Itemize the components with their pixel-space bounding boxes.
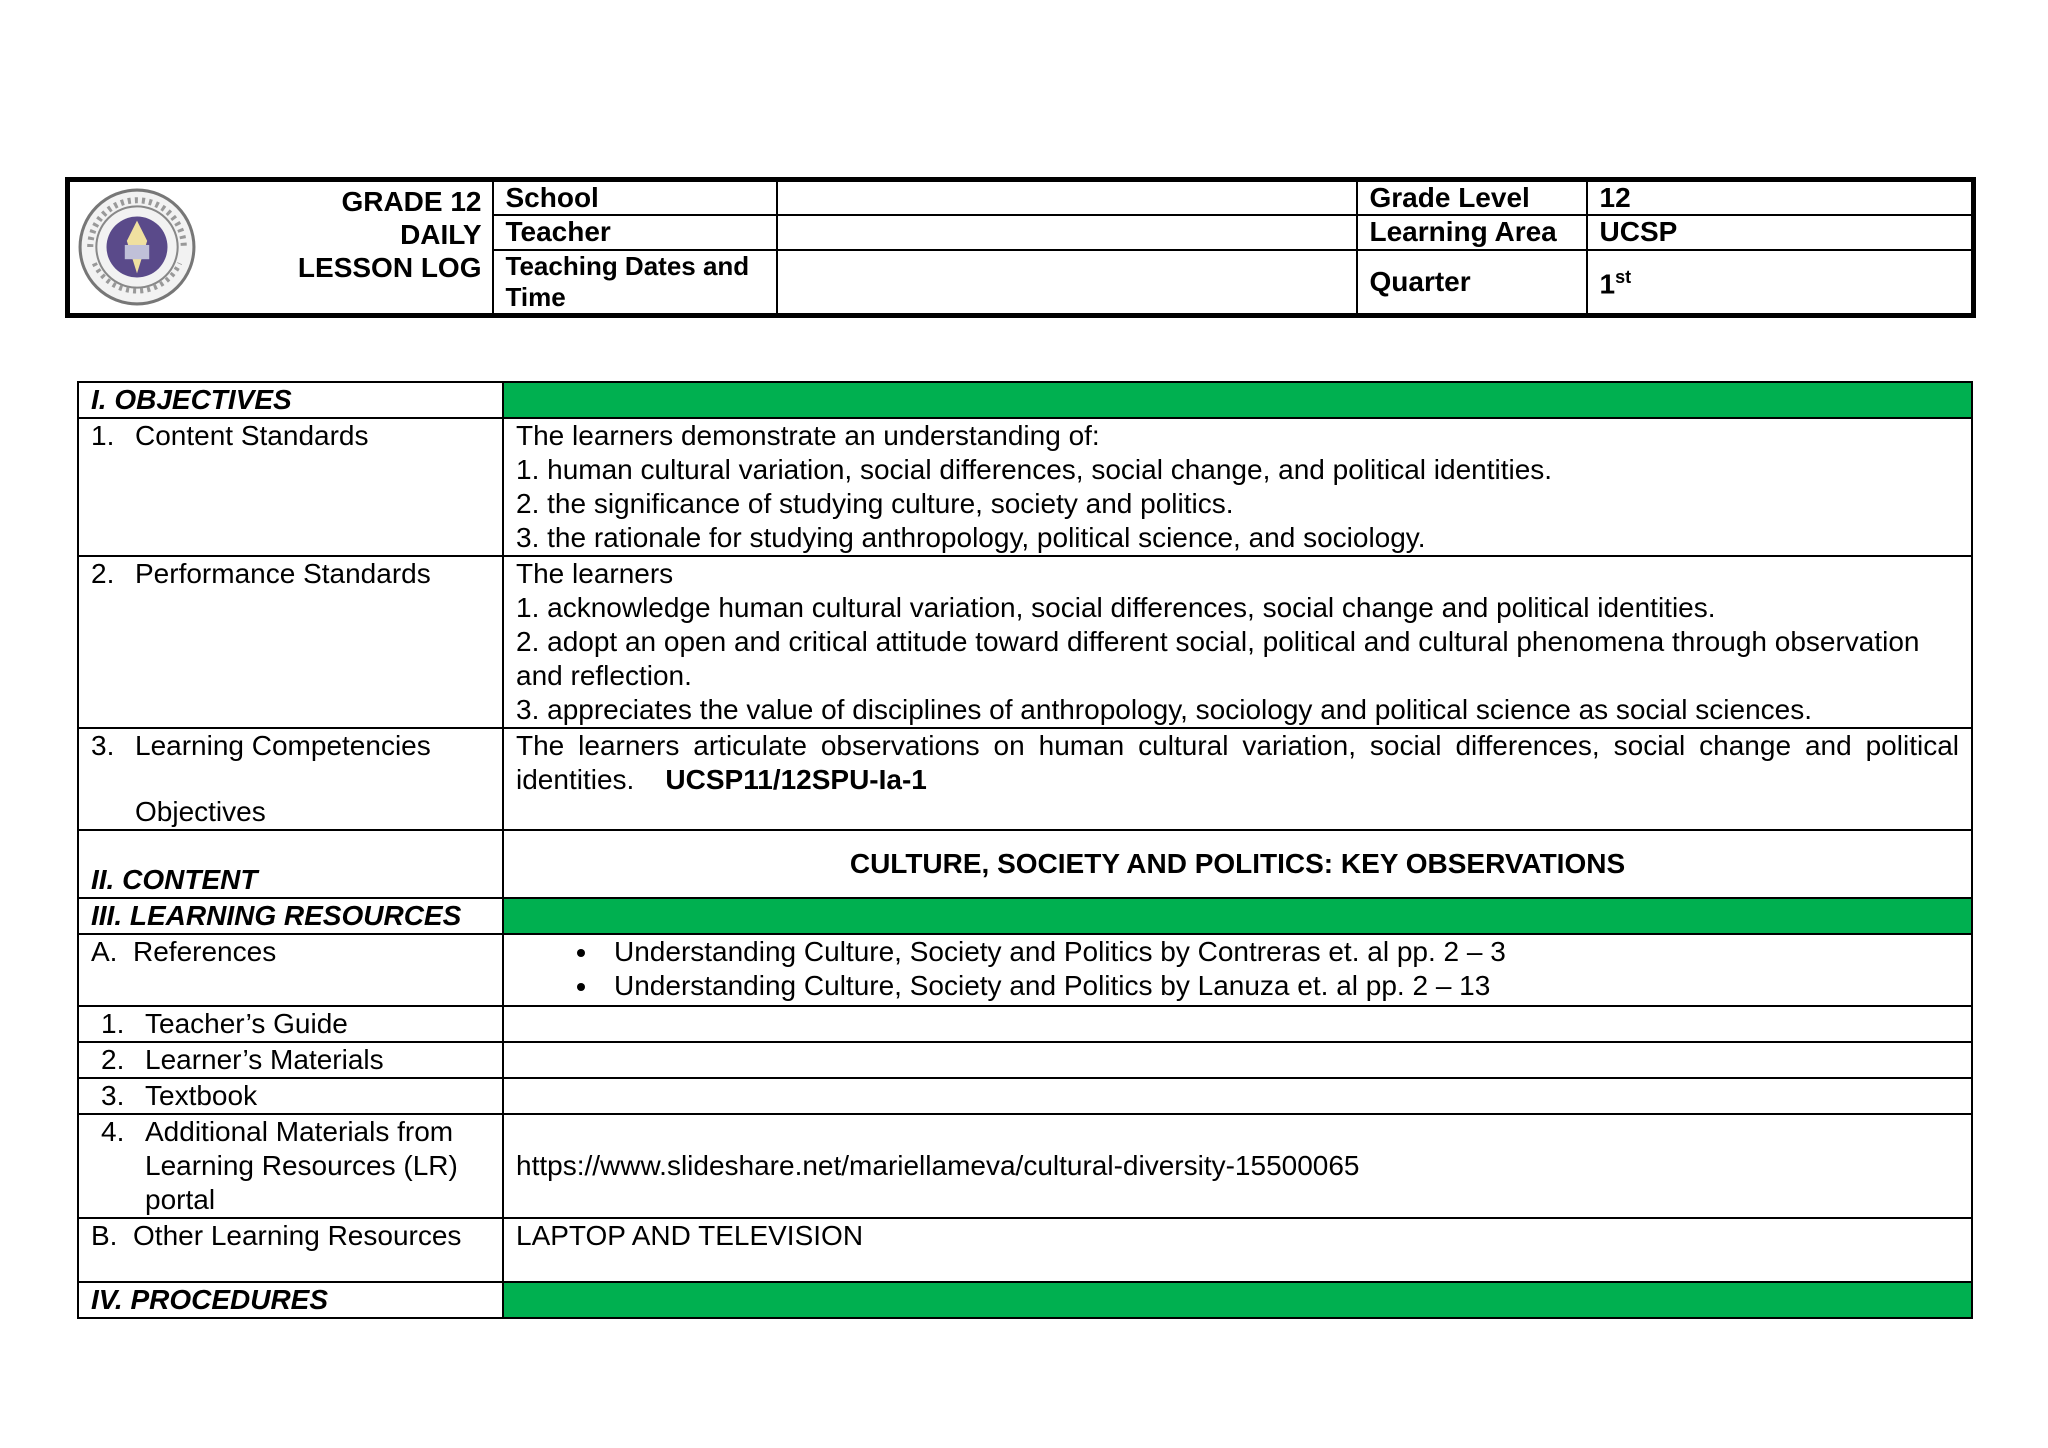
references-list — [516, 935, 1959, 1003]
procedures-heading: IV. PROCEDURES — [78, 1282, 503, 1318]
textbook-num: 3. — [101, 1080, 125, 1111]
content-value: CULTURE, SOCIETY AND POLITICS: KEY OBSERVATIONS — [503, 830, 1972, 898]
grade-level-value: 12 — [1587, 180, 1974, 216]
school-label: School — [493, 180, 777, 216]
content-standards-label: Content Standards — [135, 420, 369, 451]
lesson-log-main-table — [77, 381, 1973, 1319]
teaching-dates-label-line2: Time — [505, 281, 566, 312]
additional-materials-label-line2: Learning Resources (LR) — [145, 1150, 458, 1181]
teachers-guide-num: 1. — [101, 1008, 125, 1039]
objectives-heading-bar — [503, 382, 1972, 418]
learning-resources-heading-bar — [503, 898, 1972, 934]
teachers-guide-label-cell — [78, 1006, 503, 1042]
objectives-heading: I. OBJECTIVES — [78, 382, 503, 418]
content-standards-line: The learners demonstrate an understanding of: — [516, 420, 1100, 451]
teachers-guide-value — [503, 1006, 1972, 1042]
additional-materials-label-cell — [78, 1114, 503, 1218]
title-grade: GRADE 12 — [341, 186, 482, 217]
performance-standards-label: Performance Standards — [135, 558, 431, 589]
grade-level-label: Grade Level — [1357, 180, 1587, 216]
learners-materials-num: 2. — [101, 1044, 125, 1075]
quarter-label: Quarter — [1357, 250, 1587, 316]
quarter-number: 1 — [1599, 267, 1616, 299]
procedures-heading-bar — [503, 1282, 1972, 1318]
performance-standards-value — [503, 556, 1972, 728]
learners-materials-label-cell — [78, 1042, 503, 1078]
learning-competencies-value — [503, 728, 1972, 830]
learning-area-label: Learning Area — [1357, 215, 1587, 249]
performance-standards-line: 2. adopt an open and critical attitude toward different social, political and cultural phenomena through observation and reflection. — [516, 626, 1920, 691]
other-resources-label: B. Other Learning Resources — [78, 1218, 503, 1282]
teacher-label: Teacher — [493, 215, 777, 249]
content-standards-label-cell — [78, 418, 503, 556]
teachers-guide-label: Teacher’s Guide — [145, 1008, 348, 1039]
lesson-log-header-table — [65, 177, 1976, 318]
objectives-label: Objectives — [135, 796, 266, 827]
other-resources-value: LAPTOP AND TELEVISION — [503, 1218, 1972, 1282]
content-standards-num: 1. — [91, 420, 115, 451]
content-standards-line: 2. the significance of studying culture, society and politics. — [516, 488, 1234, 519]
learning-competencies-code: UCSP11/12SPU-Ia-1 — [665, 764, 927, 795]
performance-standards-line: 1. acknowledge human cultural variation, social differences, social change and political identities. — [516, 592, 1716, 623]
textbook-label: Textbook — [145, 1080, 258, 1111]
learning-competencies-text: The learners articulate observations on human cultural variation, social differences, social change and political identities. — [516, 730, 1959, 795]
content-heading: II. CONTENT — [78, 830, 503, 898]
content-standards-line: 3. the rationale for studying anthropology, political science, and sociology. — [516, 522, 1426, 553]
quarter-value — [1587, 250, 1974, 316]
learning-competencies-num: 3. — [91, 730, 115, 761]
performance-standards-line: 3. appreciates the value of disciplines of anthropology, sociology and political science as social sciences. — [516, 694, 1812, 725]
title-lesson-log: LESSON LOG — [297, 252, 482, 283]
teaching-dates-label-line1: Teaching Dates and — [505, 250, 750, 281]
quarter-ordinal: st — [1615, 266, 1632, 287]
school-value — [777, 180, 1357, 216]
teaching-dates-label — [493, 250, 777, 316]
teaching-dates-value — [777, 250, 1357, 316]
learning-area-value: UCSP — [1587, 215, 1974, 249]
reference-item: • Understanding Culture, Society and Politics by Lanuza et. al pp. 2 – 13 — [600, 969, 1959, 1003]
title-daily: DAILY — [400, 219, 482, 250]
deped-seal-logo — [76, 186, 198, 308]
teacher-value — [777, 215, 1357, 249]
content-standards-line: 1. human cultural variation, social differences, social change, and political identities. — [516, 454, 1553, 485]
textbook-value — [503, 1078, 1972, 1114]
header-title-cell — [68, 180, 493, 316]
performance-standards-label-cell — [78, 556, 503, 728]
additional-materials-label-line1: Additional Materials from — [145, 1116, 454, 1147]
additional-materials-label-line3: portal — [145, 1184, 216, 1215]
learning-competencies-label: Learning Competencies — [135, 730, 431, 761]
references-value — [503, 934, 1972, 1006]
content-standards-value — [503, 418, 1972, 556]
references-label: A. References — [78, 934, 503, 1006]
performance-standards-line: The learners — [516, 558, 674, 589]
learners-materials-label: Learner’s Materials — [145, 1044, 384, 1075]
additional-materials-num: 4. — [101, 1116, 125, 1147]
performance-standards-num: 2. — [91, 558, 115, 589]
learning-resources-heading: III. LEARNING RESOURCES — [78, 898, 503, 934]
reference-item: • Understanding Culture, Society and Politics by Contreras et. al pp. 2 – 3 — [600, 935, 1959, 969]
textbook-label-cell — [78, 1078, 503, 1114]
additional-materials-link[interactable]: https://www.slideshare.net/mariellameva/cultural-diversity-15500065 — [503, 1114, 1972, 1218]
learning-competencies-label-cell — [78, 728, 503, 830]
learners-materials-value — [503, 1042, 1972, 1078]
